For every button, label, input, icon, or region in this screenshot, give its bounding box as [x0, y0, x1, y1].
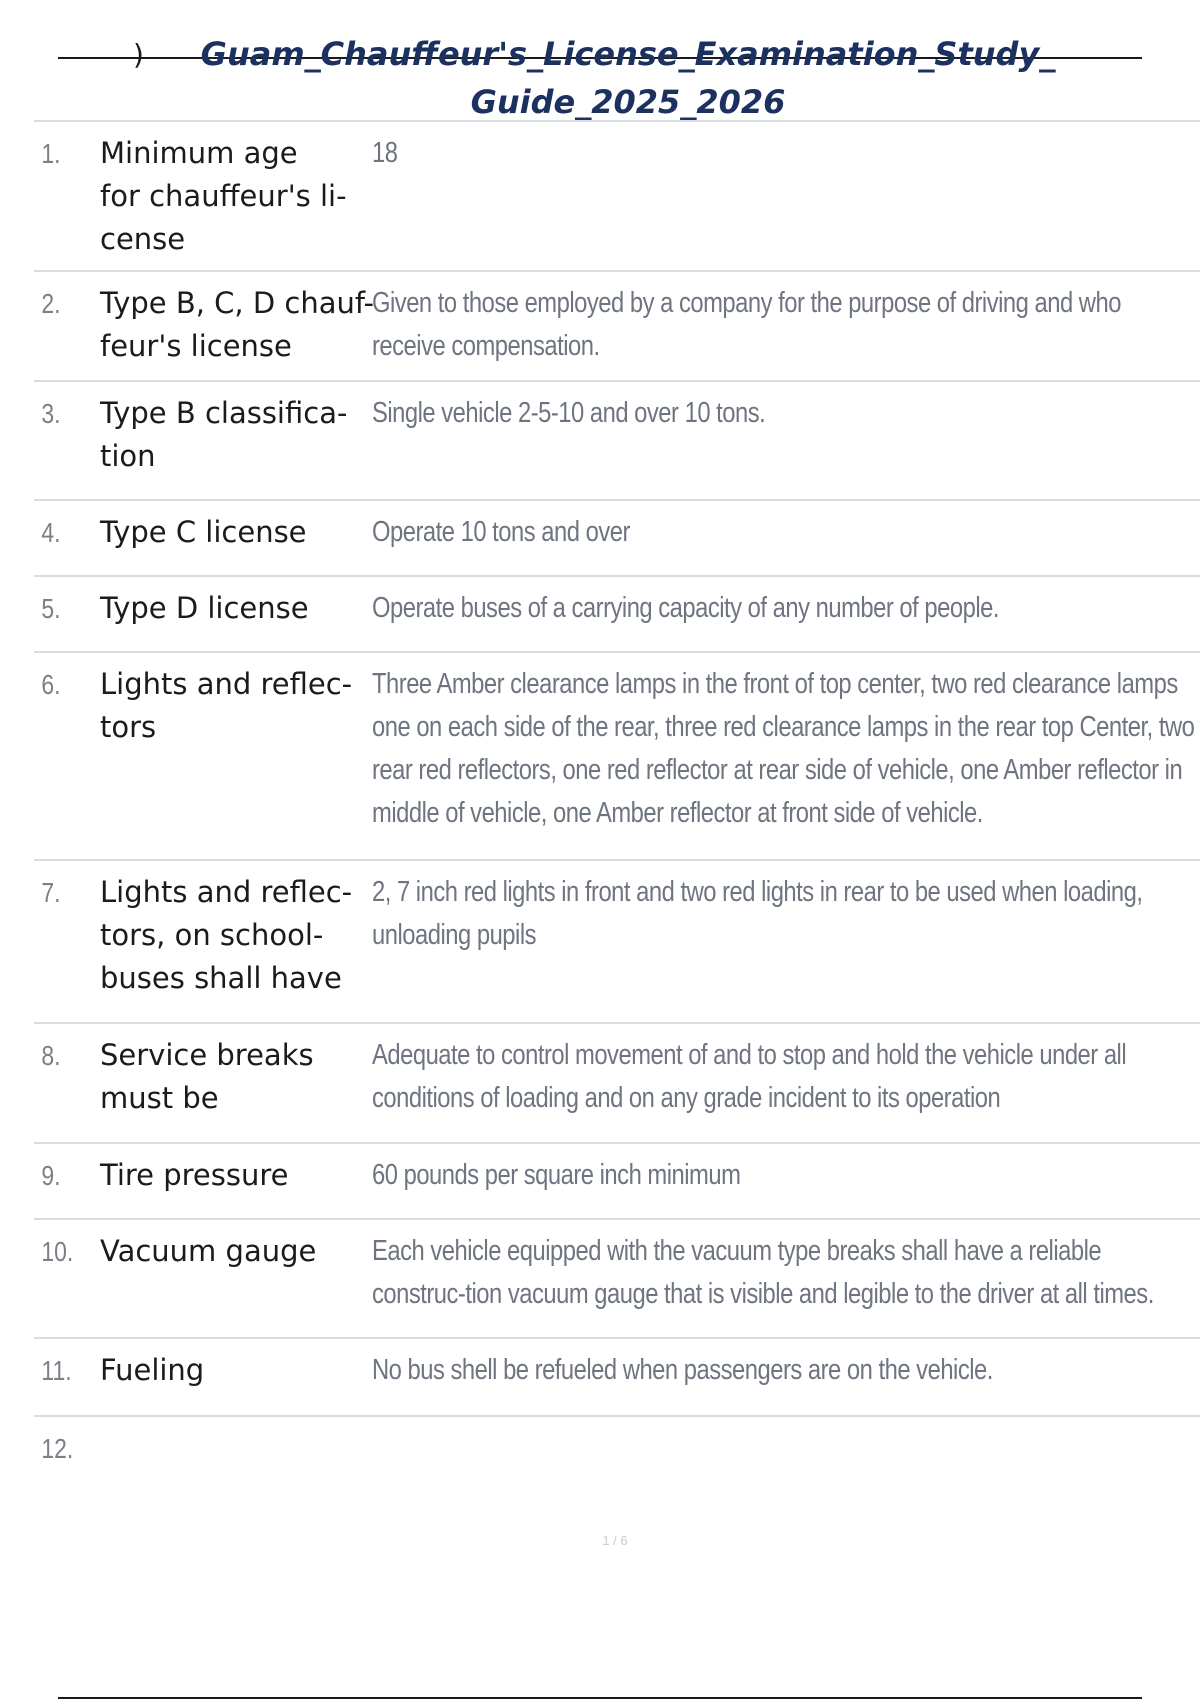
row-number: 1.: [41, 138, 61, 169]
table-row: [34, 380, 1200, 499]
row-definition: 60 pounds per square inch minimum: [372, 1159, 741, 1191]
row-term: Tire pressure: [100, 1158, 289, 1192]
row-term: Service breaks must be: [100, 1038, 314, 1115]
row-term: [100, 1427, 372, 1485]
row-number: 3.: [41, 398, 61, 429]
row-definition: Operate 10 tons and over: [372, 516, 630, 548]
table-row: [34, 651, 1200, 859]
title-line-1: Guam_Chauffeur's_License_Examination_Study_: [200, 35, 1056, 73]
table-row: [34, 1142, 1200, 1218]
row-definition: Single vehicle 2-5-10 and over 10 tons.: [372, 397, 766, 429]
row-term: Vacuum gauge: [100, 1234, 317, 1268]
row-term: Type C license: [100, 515, 307, 549]
table-row: [34, 1022, 1200, 1142]
table-row: [34, 859, 1200, 1022]
table-row: [34, 120, 1200, 270]
row-number: 10.: [41, 1236, 74, 1267]
row-definition: 18: [372, 137, 398, 169]
row-term: Type B, C, D chauf- feur's license: [100, 286, 374, 363]
table-row: [34, 1415, 1200, 1485]
row-definition: Adequate to control movement of and to stop and hold the vehicle under all conditions of loading and on any grade incident to its operation: [372, 1039, 1127, 1114]
table-row: [34, 270, 1200, 380]
row-number: 12.: [41, 1433, 74, 1464]
table-row: [34, 499, 1200, 575]
row-definition: Given to those employed by a company for the purpose of driving and who receive compensation.: [372, 287, 1121, 362]
header-mark: ): [133, 38, 144, 71]
row-number: 11.: [41, 1355, 72, 1386]
page-indicator: 1 / 6: [602, 1533, 628, 1548]
footer-rule: [58, 1697, 1142, 1699]
row-definition: Operate buses of a carrying capacity of any number of people.: [372, 592, 999, 624]
row-number: 4.: [41, 517, 61, 548]
row-number: 5.: [41, 593, 61, 624]
table-row: [34, 1337, 1200, 1415]
row-number: 6.: [41, 669, 61, 700]
row-number: 7.: [41, 877, 61, 908]
row-term: Lights and reflec- tors: [100, 667, 353, 744]
row-number: 8.: [41, 1040, 61, 1071]
row-term: Lights and reflec- tors, on school- buses shall have: [100, 875, 353, 995]
document-header: [58, 28, 1142, 121]
flashcard-table: [34, 120, 1200, 1485]
row-term: Fueling: [100, 1353, 205, 1387]
row-term: Minimum age for chauffeur's li- cense: [100, 136, 347, 256]
row-term: Type D license: [100, 591, 309, 625]
document-title: [188, 30, 1068, 126]
row-number: 2.: [41, 288, 61, 319]
row-definition: No bus shell be refueled when passengers are on the vehicle.: [372, 1354, 993, 1386]
table-row: [34, 1218, 1200, 1337]
table-row: [34, 575, 1200, 651]
title-line-2: Guide_2025_2026: [470, 83, 786, 121]
row-number: 9.: [41, 1160, 61, 1191]
row-definition: [372, 1427, 1200, 1485]
row-definition: 2, 7 inch red lights in front and two red lights in rear to be used when loading, unloading pupils: [372, 876, 1143, 951]
row-term: Type B classifica- tion: [100, 396, 348, 473]
row-definition: Each vehicle equipped with the vacuum type breaks shall have a reliable construc-tion vacuum gauge that is visible and legible to the driver at all times.: [372, 1235, 1154, 1310]
row-definition: Three Amber clearance lamps in the front of top center, two red clearance lamps one on each side of the rear, three red clearance lamps in the rear top Center, two rear red reflectors, one red reflector at rear side of vehicle, one Amber reflector in middle of vehicle, one Amber reflector at front side of vehicle.: [372, 668, 1195, 829]
